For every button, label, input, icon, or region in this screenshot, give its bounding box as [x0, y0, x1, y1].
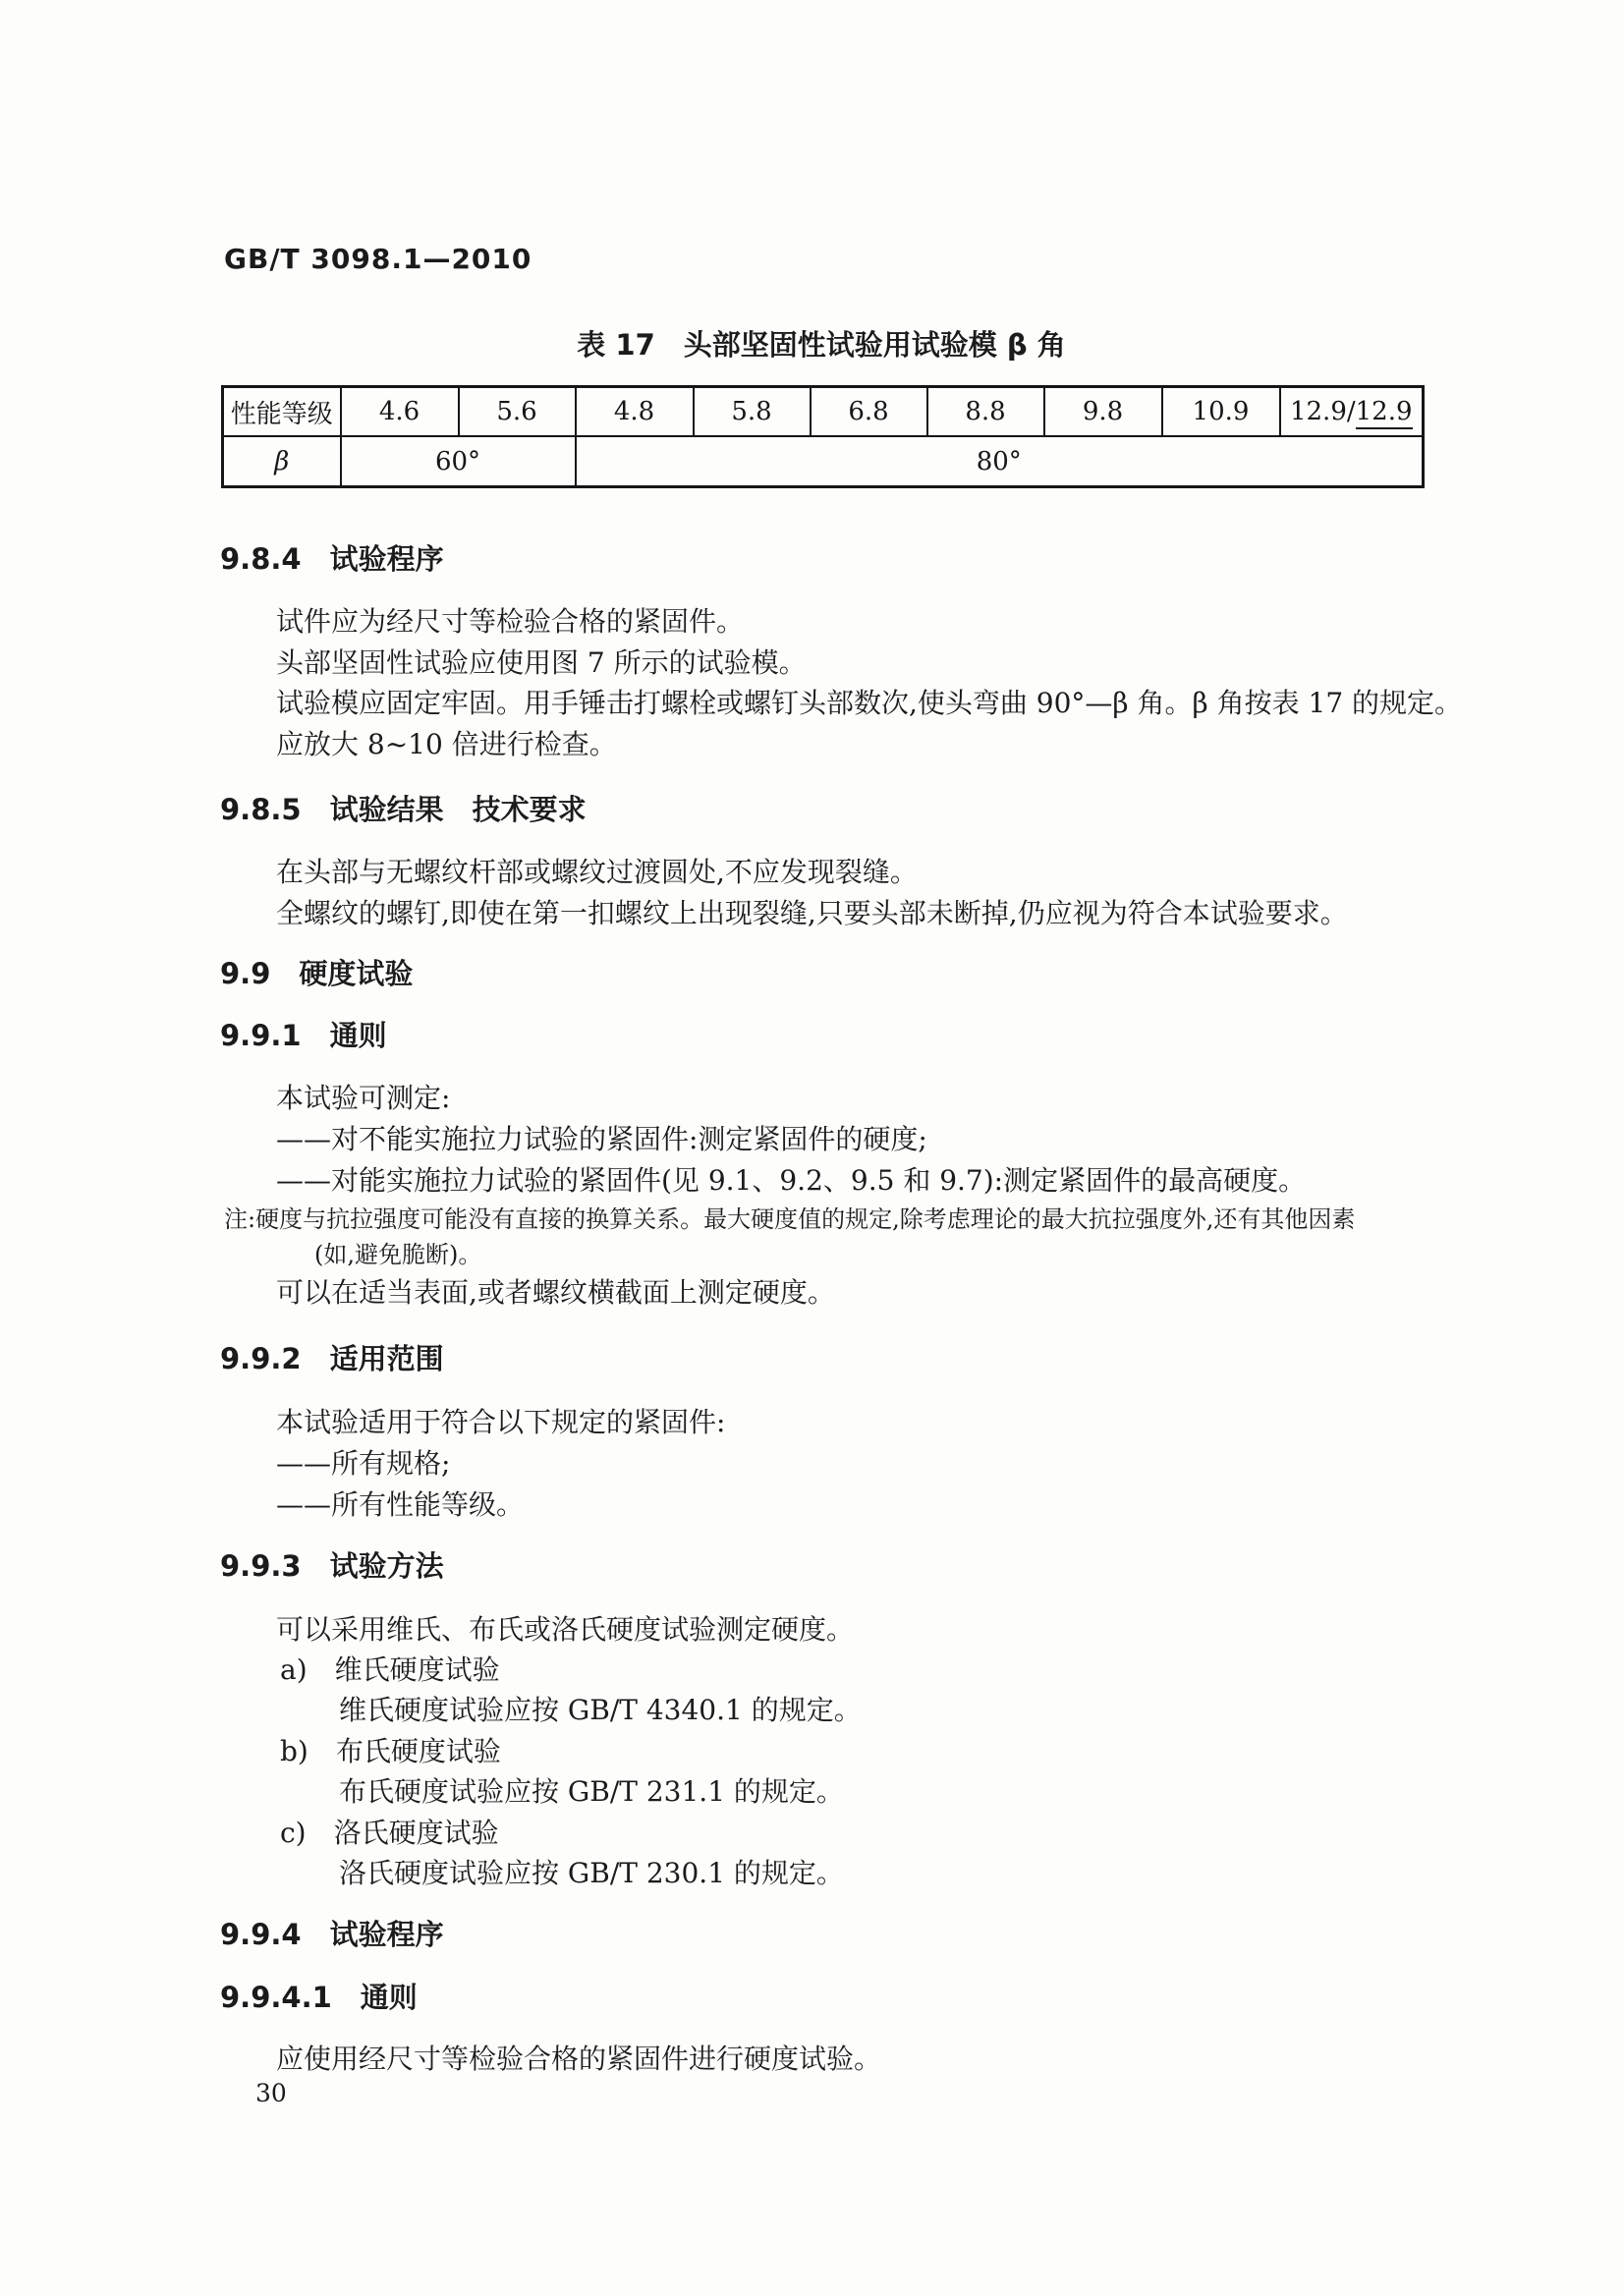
table-header-property-class: 性能等级 [223, 387, 341, 437]
paragraph: 试验模应固定牢固。用手锤击打螺栓或螺钉头部数次,使头弯曲 90°—β 角。β 角按表 17 的规定。 [276, 687, 1463, 719]
table-cell-class: 4.6 [341, 387, 459, 437]
dash-item: ——所有规格; [276, 1447, 451, 1480]
paragraph: 应放大 8~10 倍进行检查。 [276, 728, 617, 760]
paragraph: 试件应为经尺寸等检验合格的紧固件。 [276, 605, 745, 638]
paragraph: 头部坚固性试验应使用图 7 所示的试验模。 [276, 646, 807, 679]
list-item-text: 维氏硬度试验应按 GB/T 4340.1 的规定。 [339, 1694, 862, 1726]
table-cell-class: 5.8 [694, 387, 811, 437]
table-cell-class: 5.6 [459, 387, 576, 437]
paragraph: 应使用经尺寸等检验合格的紧固件进行硬度试验。 [276, 2043, 882, 2075]
table-cell-class-last [1280, 387, 1424, 437]
list-item-text: 布氏硬度试验应按 GB/T 231.1 的规定。 [339, 1775, 844, 1808]
section-heading-9-9-4-1: 9.9.4.1 通则 [220, 1981, 418, 2014]
paragraph: 本试验可测定: [276, 1082, 451, 1114]
paragraph: 本试验适用于符合以下规定的紧固件: [276, 1406, 726, 1438]
section-heading-9-8-5: 9.8.5 试验结果 技术要求 [220, 793, 587, 826]
section-heading-9-9-3: 9.9.3 试验方法 [220, 1549, 444, 1583]
beta-angle-table [221, 385, 1425, 488]
section-heading-9-9: 9.9 硬度试验 [220, 957, 414, 990]
table-cell-beta-60: 60° [341, 436, 576, 487]
table-cell-class: 9.8 [1044, 387, 1162, 437]
dash-item: ——对不能实施拉力试验的紧固件:测定紧固件的硬度; [276, 1123, 927, 1155]
dash-item: ——所有性能等级。 [276, 1488, 525, 1521]
class-12-9-prefix: 12.9/ [1289, 397, 1356, 426]
section-heading-9-9-4: 9.9.4 试验程序 [220, 1918, 444, 1951]
table-row [223, 387, 1424, 437]
paragraph: 在头部与无螺纹杆部或螺纹过渡圆处,不应发现裂缝。 [276, 856, 918, 888]
table-header-beta: β [223, 436, 341, 487]
note-line: (如,避免脆断)。 [314, 1241, 482, 1268]
doc-number: GB/T 3098.1—2010 [224, 243, 532, 275]
table-title: 表 17 头部坚固性试验用试验模 β 角 [577, 328, 1066, 362]
paragraph: 可以在适当表面,或者螺纹横截面上测定硬度。 [276, 1276, 835, 1309]
table-cell-beta-80: 80° [576, 436, 1424, 487]
table-cell-class: 10.9 [1162, 387, 1280, 437]
note-line: 注:硬度与抗拉强度可能没有直接的换算关系。最大硬度值的规定,除考虑理论的最大抗拉强度外,还有其他因素 [224, 1205, 1356, 1233]
list-item-text: 洛氏硬度试验应按 GB/T 230.1 的规定。 [339, 1857, 844, 1889]
table-cell-class: 6.8 [811, 387, 927, 437]
paragraph: 可以采用维氏、布氏或洛氏硬度试验测定硬度。 [276, 1613, 855, 1646]
section-heading-9-8-4: 9.8.4 试验程序 [220, 542, 444, 576]
table-cell-class: 4.8 [576, 387, 694, 437]
dash-item: ——对能实施拉力试验的紧固件(见 9.1、9.2、9.5 和 9.7):测定紧固件的最高硬度。 [276, 1164, 1307, 1197]
table-row [223, 436, 1424, 487]
table-cell-class: 8.8 [927, 387, 1044, 437]
class-12-9-underlined: 12.9 [1356, 397, 1413, 429]
list-item-a: a) 维氏硬度试验 [280, 1653, 500, 1686]
section-heading-9-9-1: 9.9.1 通则 [220, 1019, 387, 1052]
page-number: 30 [255, 2079, 287, 2107]
paragraph: 全螺纹的螺钉,即使在第一扣螺纹上出现裂缝,只要头部未断掉,仍应视为符合本试验要求。 [276, 897, 1348, 929]
list-item-c: c) 洛氏硬度试验 [280, 1817, 499, 1849]
list-item-b: b) 布氏硬度试验 [280, 1735, 501, 1767]
section-heading-9-9-2: 9.9.2 适用范围 [220, 1342, 444, 1375]
